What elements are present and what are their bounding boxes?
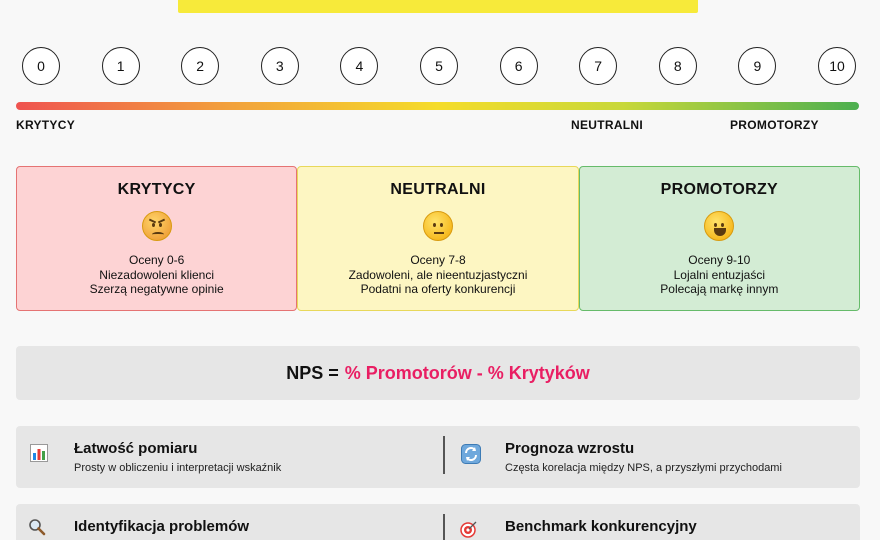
category-card-promoters	[579, 166, 860, 311]
category-line: Polecają markę innym	[660, 282, 779, 296]
scale-number: 9	[738, 47, 776, 85]
nps-formula	[16, 346, 860, 400]
category-title: KRYTYCY	[117, 181, 196, 198]
magnifier-icon	[28, 518, 46, 536]
benefit-title: Benchmark konkurencyjny	[505, 518, 697, 535]
category-title: NEUTRALNI	[390, 181, 486, 198]
benefit-title: Łatwość pomiaru	[74, 440, 198, 457]
benefit-title: Identyfikacja problemów	[74, 518, 250, 535]
category-line: Oceny 9-10	[688, 253, 751, 267]
scale-number: 7	[579, 47, 617, 85]
bar-chart-icon	[30, 444, 48, 462]
category-card-neutral	[297, 166, 578, 311]
scale-number: 0	[22, 47, 60, 85]
scale-label-critics: KRYTYCY	[16, 118, 75, 132]
scale-number: 4	[340, 47, 378, 85]
benefits-row-2	[16, 504, 860, 540]
neutral-face-icon	[423, 211, 453, 241]
formula-prefix: NPS =	[286, 362, 339, 383]
category-cards	[16, 166, 860, 311]
smiling-face-icon	[704, 211, 734, 241]
scale-number: 10	[818, 47, 856, 85]
benefit-item	[16, 504, 443, 540]
category-line: Niezadowoleni klienci	[99, 267, 215, 282]
category-line: Lojalni entuzjaści	[673, 267, 766, 282]
benefit-item	[446, 504, 860, 540]
scale-label-neutral: NEUTRALNI	[571, 118, 644, 132]
rating-scale	[22, 47, 858, 85]
title-banner	[178, 0, 698, 13]
angry-face-icon	[142, 211, 172, 241]
target-icon	[460, 520, 478, 538]
scale-number: 2	[181, 47, 219, 85]
benefits-row-1	[16, 426, 860, 488]
benefit-item	[446, 426, 860, 488]
category-line: Oceny 7-8	[410, 253, 466, 267]
score-gradient-bar	[16, 102, 859, 110]
category-card-critics	[16, 166, 297, 311]
scale-label-promoters: PROMOTORZY	[730, 118, 819, 132]
refresh-icon	[461, 444, 481, 464]
scale-number: 8	[659, 47, 697, 85]
benefit-desc: Częsta korelacja między NPS, a przyszłymi przychodami	[505, 462, 782, 474]
benefit-item	[16, 426, 443, 488]
scale-number: 3	[261, 47, 299, 85]
category-line: Oceny 0-6	[128, 253, 185, 267]
category-line: Zadowoleni, ale nieentuzjastyczni	[348, 267, 528, 282]
benefit-desc: Prosty w obliczeniu i interpretacji wskaźnik	[74, 462, 282, 474]
scale-number: 6	[500, 47, 538, 85]
benefit-title: Prognoza wzrostu	[505, 440, 635, 457]
divider	[443, 436, 445, 474]
category-title: PROMOTORZY	[660, 181, 778, 198]
scale-number: 5	[420, 47, 458, 85]
category-line: Szerzą negatywne opinie	[89, 282, 224, 296]
formula-expression: % Promotorów - % Krytyków	[344, 362, 590, 383]
divider	[443, 514, 445, 540]
category-line: Podatni na oferty konkurencji	[360, 282, 516, 296]
scale-number: 1	[102, 47, 140, 85]
